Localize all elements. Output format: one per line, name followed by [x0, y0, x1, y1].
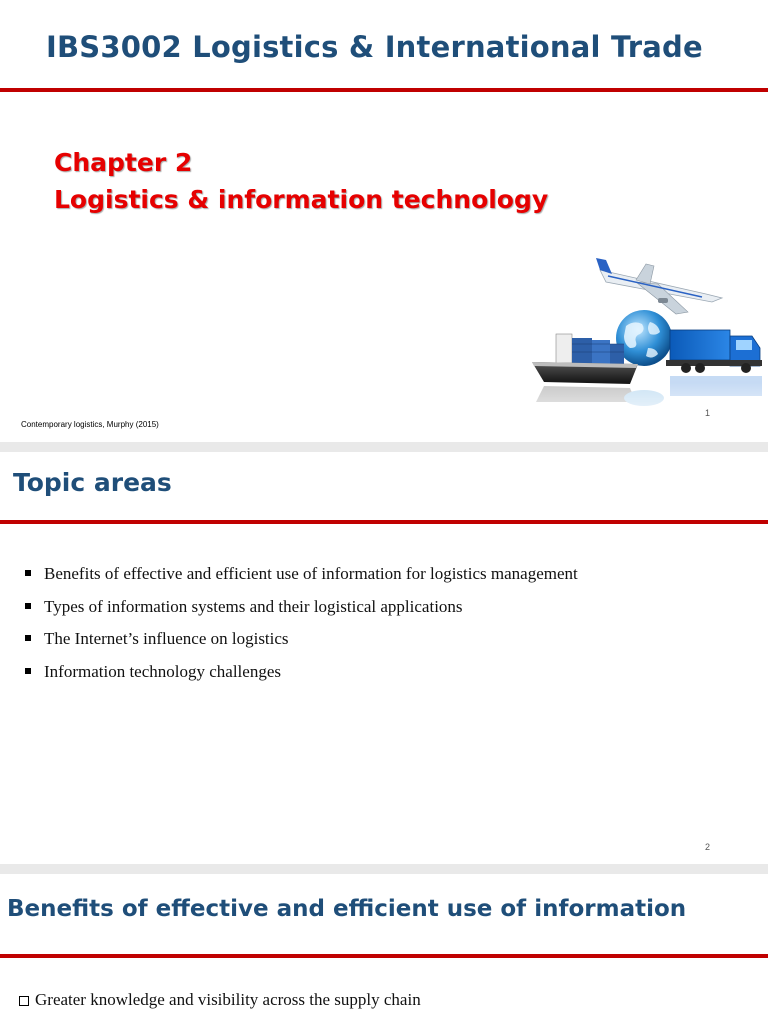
list-item: Types of information systems and their logistical applications [22, 597, 578, 630]
chapter-number: Chapter 2 [54, 148, 193, 177]
list-item: Information technology challenges [22, 662, 578, 695]
course-title: IBS3002 Logistics & International Trade [46, 30, 703, 64]
slide-divider [0, 442, 768, 452]
list-item: Benefits of effective and efficient use of information for logistics management [22, 564, 578, 597]
title-underline [0, 954, 768, 958]
title-underline [0, 520, 768, 524]
checkbox-bullet-icon [19, 996, 29, 1006]
topic-areas-title: Topic areas [13, 468, 172, 497]
logistics-transport-illustration [526, 252, 766, 432]
airplane-icon [596, 258, 722, 314]
slide-2 [0, 452, 768, 864]
chapter-title: Logistics & information technology [54, 185, 549, 214]
slide-3 [0, 874, 768, 1024]
list-item: Greater knowledge and visibility across the supply chain [19, 990, 421, 1010]
bullet-square-icon [25, 635, 31, 641]
truck-icon [666, 330, 762, 373]
slide-1 [0, 0, 768, 440]
benefits-title: Benefits of effective and efficient use of information [7, 896, 687, 922]
chapter-heading [54, 144, 548, 218]
slide-divider [0, 864, 768, 874]
page-number: 2 [705, 842, 711, 852]
bullet-square-icon [25, 668, 31, 674]
list-item: The Internet’s influence on logistics [22, 629, 578, 662]
title-underline [0, 88, 768, 92]
globe-icon [616, 310, 672, 366]
bullet-square-icon [25, 603, 31, 609]
bullet-square-icon [25, 570, 31, 576]
topic-list [22, 564, 578, 694]
page-number: 1 [705, 408, 711, 418]
source-citation: Contemporary logistics, Murphy (2015) [21, 420, 159, 429]
